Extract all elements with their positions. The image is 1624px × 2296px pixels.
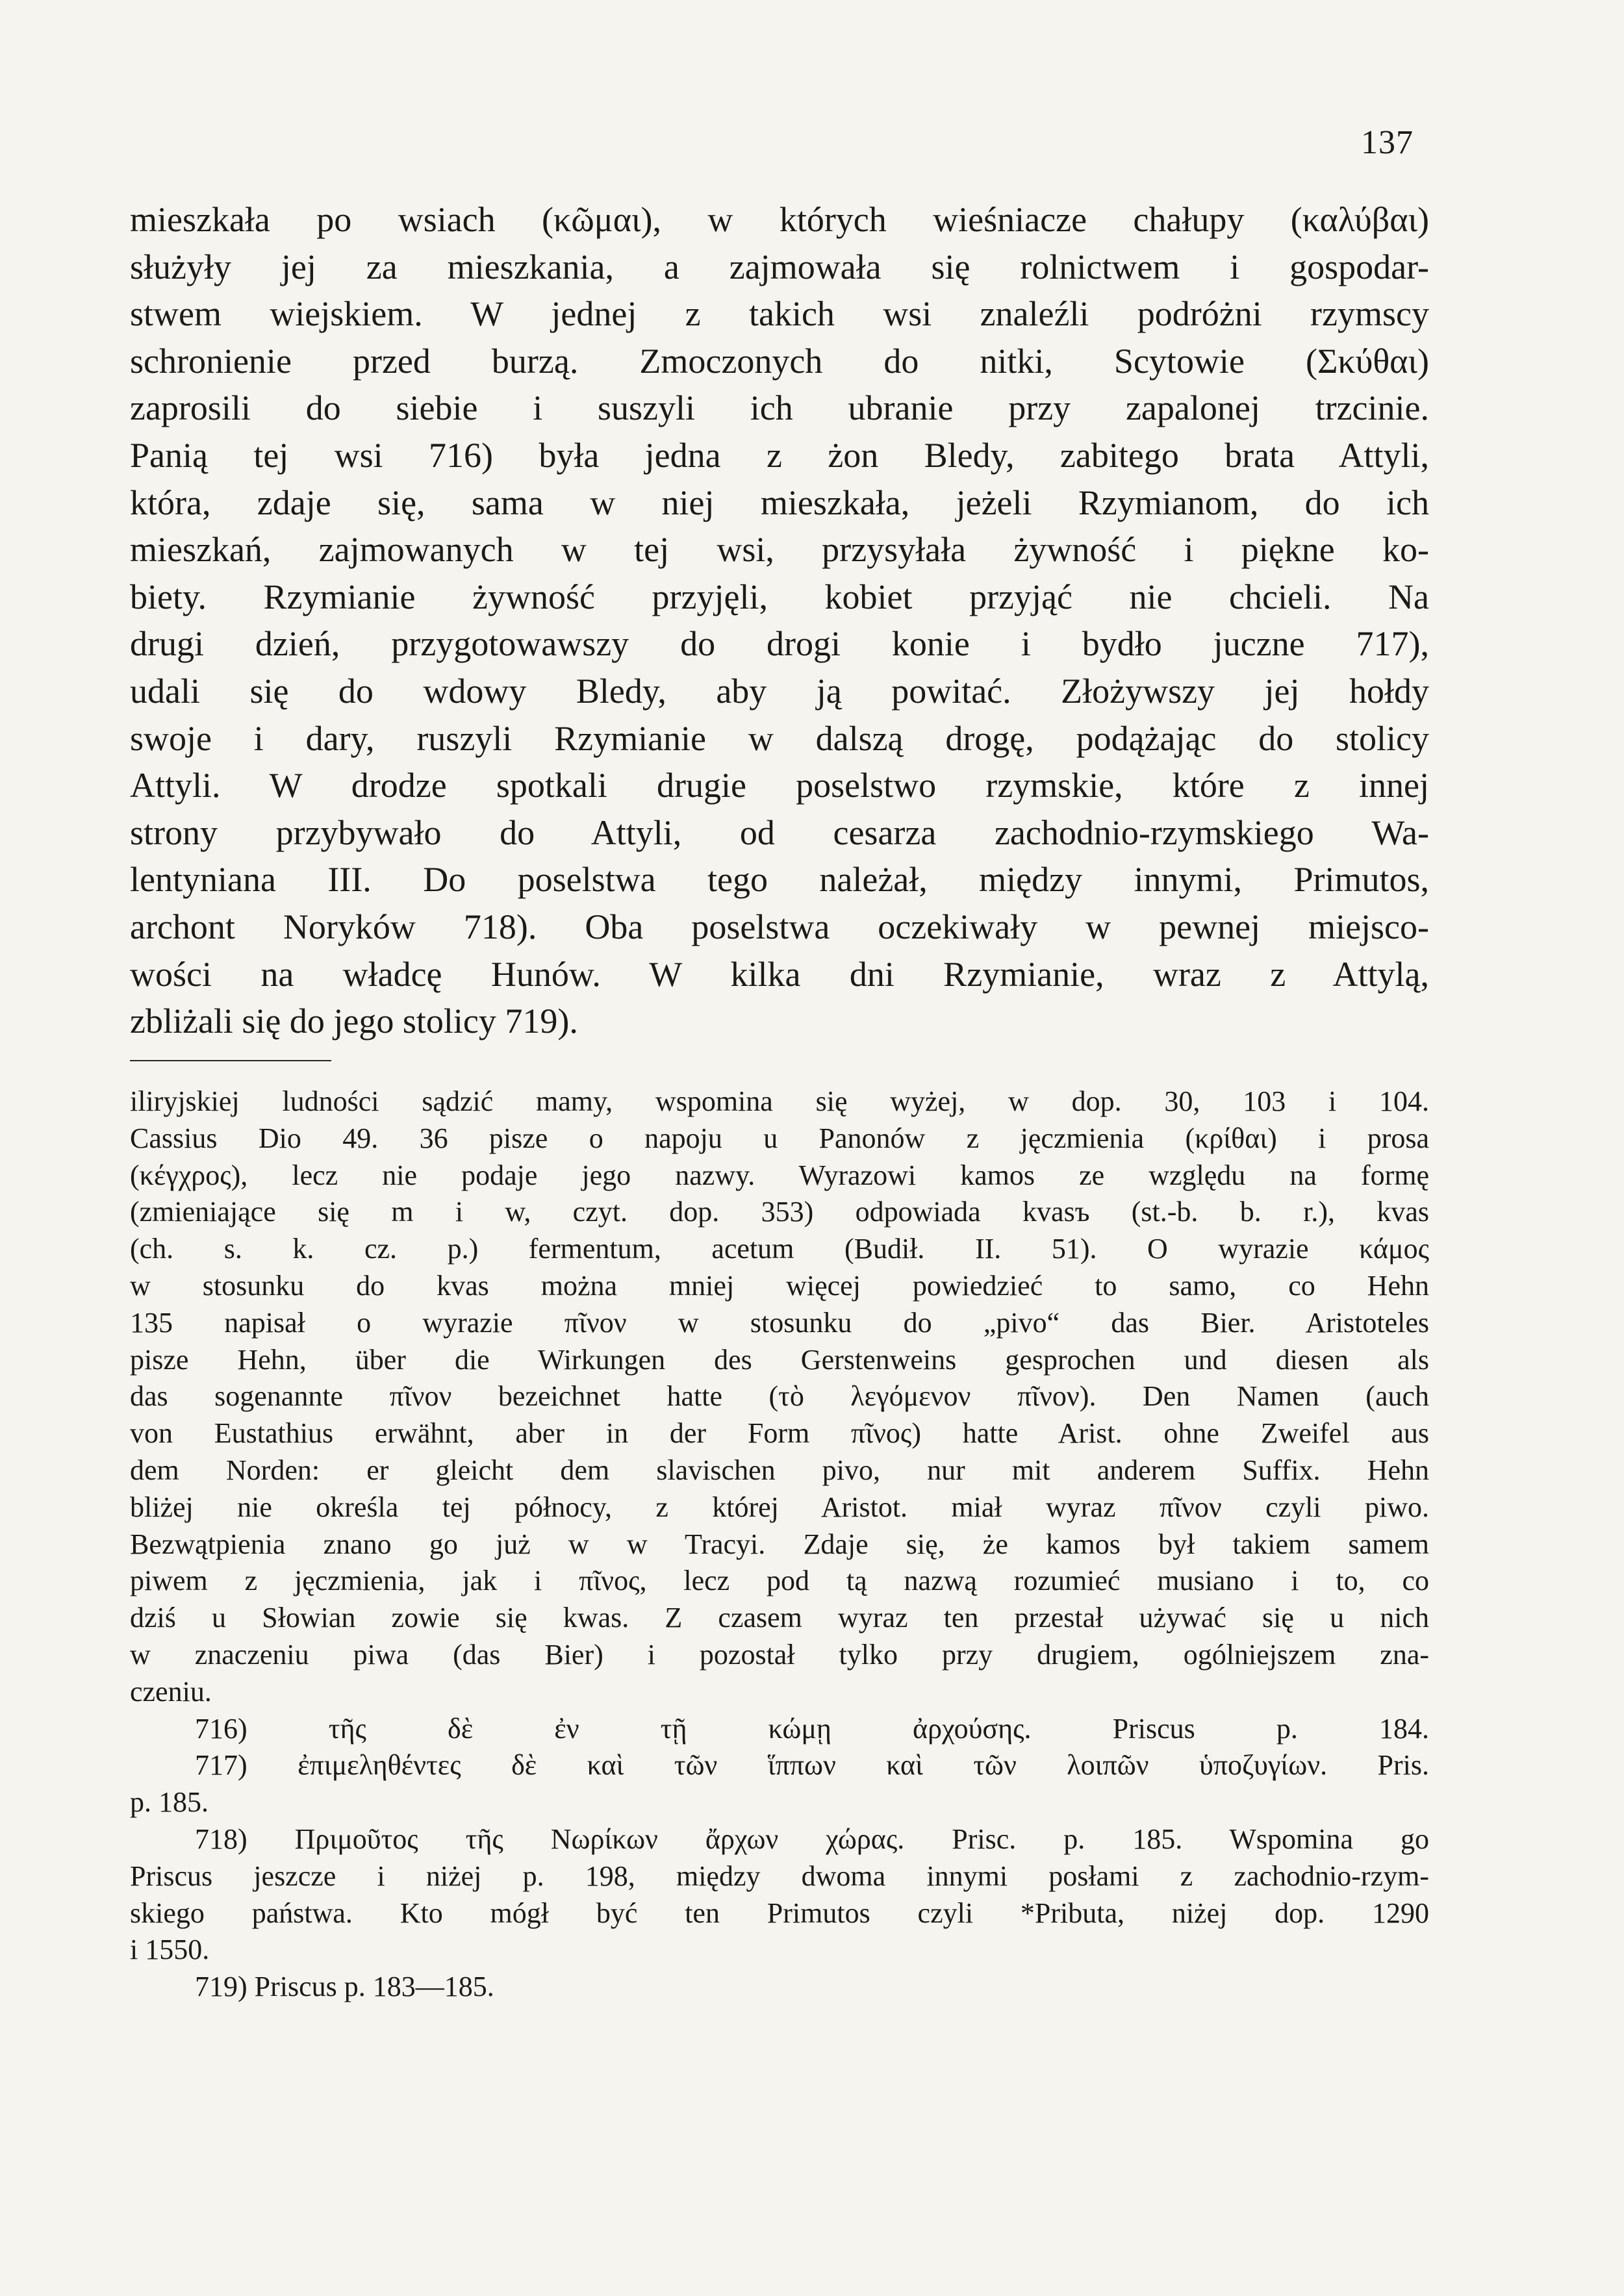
page-number: 137 (1361, 124, 1414, 161)
footnote-718-cont: Priscus jeszcze i niżej p. 198, między dwoma innymi posłami z zachodnio-rzym- (130, 1860, 1429, 1892)
main-text-line: swoje i dary, ruszyli Rzymianie w dalszą drogę, podążając do stolicy (130, 718, 1429, 758)
footnotes (130, 1083, 1429, 2006)
footnote-718-cont: skiego państwa. Kto mógł być ten Primutos czyli *Pributa, niżej dop. 1290 (130, 1897, 1429, 1929)
main-text-line: zbliżali się do jego stolicy 719). (130, 1002, 578, 1041)
main-text-line: udali się do wdowy Bledy, aby ją powitać. Złożywszy jej hołdy (130, 671, 1429, 711)
main-text-line: archont Noryków 718). Oba poselstwa oczekiwały w pewnej miejsco- (130, 907, 1429, 946)
footnote-line: (κέγχρος), lecz nie podaje jego nazwy. Wyrazowi kamos ze względu na formę (130, 1159, 1429, 1191)
main-text-line: wości na władcę Hunów. W kilka dni Rzymianie, wraz z Attylą, (130, 954, 1429, 994)
main-text-line: stwem wiejskiem. W jednej z takich wsi znaleźli podróżni rzymscy (130, 294, 1429, 334)
footnote-line: w stosunku do kvas można mniej więcej powiedzieć to samo, co Hehn (130, 1269, 1429, 1302)
footnote-719: 719) Priscus p. 183—185. (195, 1971, 494, 2003)
footnote-line: piwem z jęczmienia, jak i πῖνος, lecz pod tą nazwą rozumieć musiano i to, co (130, 1565, 1429, 1597)
footnote-line: 135 napisał o wyrazie πῖνον w stosunku do „pivo“ das Bier. Aristoteles (130, 1306, 1429, 1339)
main-text-line: która, zdaje się, sama w niej mieszkała, jeżeli Rzymianom, do ich (130, 483, 1429, 522)
main-text-line: zaprosili do siebie i suszyli ich ubranie przy zapalonej trzcinie. (130, 388, 1429, 428)
footnote-line: Bezwątpienia znano go już w w Tracyi. Zdaje się, że kamos był takiem samem (130, 1528, 1429, 1560)
main-text-line: schronienie przed burzą. Zmoczonych do nitki, Scytowie (Σκύθαι) (130, 341, 1429, 381)
main-text (130, 196, 1429, 1045)
footnote-717: 717) ἐπιμεληθέντες δὲ καὶ τῶν ἵππων καὶ τῶν λοιπῶν ὑποζυγίων. Pris. (195, 1749, 1429, 1782)
main-text-line: biety. Rzymianie żywność przyjęli, kobiet przyjąć nie chcieli. Na (130, 577, 1429, 616)
main-text-line: strony przybywało do Attyli, od cesarza zachodnio-rzymskiego Wa- (130, 813, 1429, 852)
footnote-line: dziś u Słowian zowie się kwas. Z czasem wyraz ten przestał używać się u nich (130, 1602, 1429, 1634)
footnote-716: 716) τῆς δὲ ἐν τῇ κώμῃ ἀρχούσης. Priscus p. 184. (195, 1712, 1429, 1745)
footnote-line: bliżej nie określa tej północy, z której Aristot. miał wyraz πῖνον czyli piwo. (130, 1491, 1429, 1523)
main-text-line: Attyli. W drodze spotkali drugie poselstwo rzymskie, które z innej (130, 766, 1429, 805)
main-text-line: służyły jej za mieszkania, a zajmowała się rolnictwem i gospodar- (130, 247, 1429, 286)
main-text-line: mieszkała po wsiach (κῶμαι), w których wieśniacze chałupy (καλύβαι) (130, 200, 1429, 239)
footnote-718-cont: i 1550. (130, 1934, 210, 1966)
footnote-line: von Eustathius erwähnt, aber in der Form πῖνος) hatte Arist. ohne Zweifel aus (130, 1417, 1429, 1450)
main-text-line: mieszkań, zajmowanych w tej wsi, przysyłała żywność i piękne ko- (130, 530, 1429, 570)
main-text-line: lentyniana III. Do poselstwa tego należał, między innymi, Primutos, (130, 860, 1429, 900)
main-text-line: Panią tej wsi 716) była jedna z żon Bledy, zabitego brata Attyli, (130, 435, 1429, 475)
footnote-line: Cassius Dio 49. 36 pisze o napoju u Panonów z jęczmienia (κρίθαι) i prosa (130, 1122, 1429, 1154)
footnote-line: (ch. s. k. cz. p.) fermentum, acetum (Budił. II. 51). O wyrazie κάμος (130, 1233, 1429, 1265)
footnote-separator (130, 1060, 331, 1061)
footnote-line: das sogenannte πῖνον bezeichnet hatte (τὸ λεγόμενον πῖνον). Den Namen (auch (130, 1380, 1429, 1413)
footnote-line: pisze Hehn, über die Wirkungen des Gerstenweins gesprochen und diesen als (130, 1343, 1429, 1376)
footnote-line: iliryjskiej ludności sądzić mamy, wspomina się wyżej, w dop. 30, 103 i 104. (130, 1085, 1429, 1117)
footnote-717-cont: p. 185. (130, 1786, 209, 1819)
footnote-line: dem Norden: er gleicht dem slavischen pivo, nur mit anderem Suffix. Hehn (130, 1454, 1429, 1486)
footnote-718: 718) Πριμοῦτος τῆς Νωρίκων ἄρχων χώρας. Prisc. p. 185. Wspomina go (195, 1823, 1429, 1855)
footnote-line: w znaczeniu piwa (das Bier) i pozostał tylko przy drugiem, ogólniejszem zna- (130, 1638, 1429, 1671)
main-text-line: drugi dzień, przygotowawszy do drogi konie i bydło juczne 717), (130, 624, 1429, 664)
footnote-line: czeniu. (130, 1675, 212, 1708)
footnote-line: (zmieniające się m i w, czyt. dop. 353) odpowiada kvasъ (st.-b. b. r.), kvas (130, 1196, 1429, 1228)
